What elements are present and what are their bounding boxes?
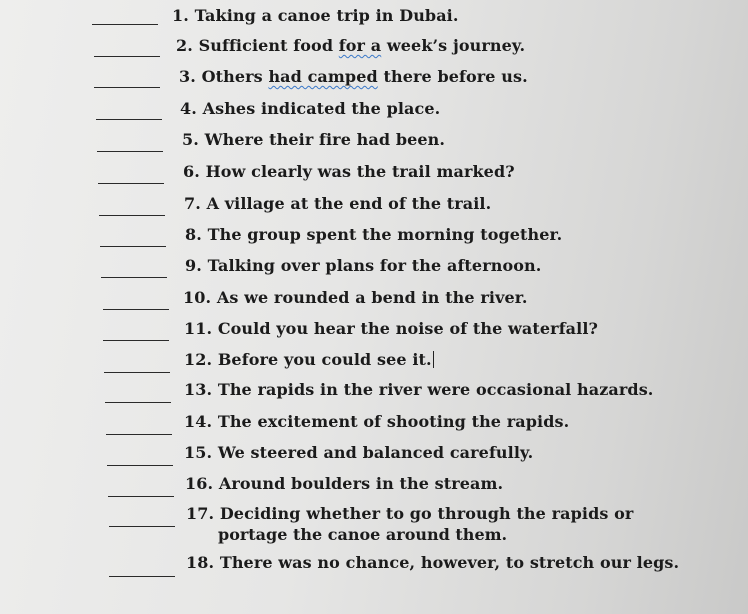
item-number: 9. [185, 256, 202, 275]
answer-blank[interactable] [104, 372, 170, 373]
list-item [0, 288, 748, 318]
item-number: 12. [184, 350, 213, 369]
list-item [0, 350, 748, 380]
answer-blank[interactable] [109, 526, 175, 527]
item-sentence [182, 130, 445, 149]
answer-blank[interactable] [100, 246, 166, 247]
item-number: 16. [185, 474, 214, 493]
answer-blank[interactable] [101, 277, 167, 278]
answer-blank[interactable] [94, 87, 160, 88]
item-number: 14. [184, 412, 213, 431]
list-item [0, 36, 748, 66]
item-text: We steered and balanced carefully. [217, 443, 534, 462]
grammar-squiggle[interactable]: for a [338, 36, 382, 55]
answer-blank[interactable] [97, 151, 163, 152]
item-sentence [184, 350, 434, 369]
answer-blank[interactable] [103, 309, 169, 310]
item-sentence [184, 194, 491, 213]
item-text: How clearly was the trail marked? [205, 162, 515, 181]
list-item [0, 553, 748, 583]
answer-blank[interactable] [96, 119, 162, 120]
item-text-before: Sufficient food [198, 36, 339, 55]
item-sentence [179, 67, 528, 86]
item-text: Around boulders in the stream. [218, 474, 504, 493]
item-text: Taking a canoe trip in Dubai. [194, 6, 459, 25]
list-item [0, 99, 748, 129]
item-sentence [185, 474, 503, 493]
item-number: 3. [179, 67, 196, 86]
list-item [0, 225, 748, 255]
item-sentence [180, 99, 440, 118]
item-sentence [183, 162, 515, 181]
item-sentence [172, 6, 459, 25]
list-item [0, 474, 748, 504]
list-item [0, 194, 748, 224]
item-number: 2. [176, 36, 193, 55]
list-item [0, 443, 748, 473]
answer-blank[interactable] [108, 496, 174, 497]
item-text: Deciding whether to go through the rapids or [219, 504, 634, 523]
item-sentence [186, 504, 633, 523]
item-sentence [184, 319, 598, 338]
item-number: 15. [184, 443, 213, 462]
answer-blank[interactable] [99, 215, 165, 216]
list-item [0, 6, 748, 36]
answer-blank[interactable] [103, 340, 169, 341]
list-item [0, 67, 748, 97]
list-item [0, 380, 748, 410]
item-text: Before you could see it. [217, 350, 432, 369]
item-sentence [184, 380, 653, 399]
item-number: 4. [180, 99, 197, 118]
item-text: As we rounded a bend in the river. [216, 288, 528, 307]
item-sentence [185, 225, 562, 244]
answer-blank[interactable] [107, 465, 173, 466]
item-text: The rapids in the river were occasional hazards. [217, 380, 654, 399]
item-text-after: week’s journey. [381, 36, 526, 55]
grammar-squiggle[interactable]: had camped [268, 67, 378, 86]
item-text-continuation: portage the canoe around them. [218, 525, 508, 544]
item-sentence [183, 288, 528, 307]
item-text-before: Others [201, 67, 269, 86]
item-number: 18. [186, 553, 215, 572]
answer-blank[interactable] [92, 24, 158, 25]
item-number: 13. [184, 380, 213, 399]
item-number: 11. [184, 319, 213, 338]
list-item [0, 504, 748, 544]
item-text: Where their fire had been. [204, 130, 446, 149]
item-text-after: there before us. [377, 67, 528, 86]
item-sentence [184, 443, 533, 462]
answer-blank[interactable] [94, 56, 160, 57]
answer-blank[interactable] [109, 576, 175, 577]
item-text: The group spent the morning together. [207, 225, 563, 244]
list-item [0, 256, 748, 286]
list-item [0, 412, 748, 442]
item-sentence [184, 412, 569, 431]
item-sentence [186, 553, 679, 572]
item-number: 10. [183, 288, 212, 307]
item-text: There was no chance, however, to stretch our legs. [219, 553, 680, 572]
answer-blank[interactable] [105, 402, 171, 403]
item-text: Ashes indicated the place. [202, 99, 441, 118]
answer-blank[interactable] [98, 183, 164, 184]
item-text: Could you hear the noise of the waterfall? [217, 319, 598, 338]
answer-blank[interactable] [106, 434, 172, 435]
item-number: 6. [183, 162, 200, 181]
list-item [0, 319, 748, 349]
item-number: 7. [184, 194, 201, 213]
item-number: 1. [172, 6, 189, 25]
list-item [0, 130, 748, 160]
text-cursor [433, 351, 435, 368]
item-number: 5. [182, 130, 199, 149]
item-text: A village at the end of the trail. [206, 194, 492, 213]
item-text: Talking over plans for the afternoon. [207, 256, 542, 275]
item-sentence [185, 256, 541, 275]
item-number: 8. [185, 225, 202, 244]
list-item [0, 162, 748, 192]
item-text: The excitement of shooting the rapids. [217, 412, 570, 431]
item-number: 17. [186, 504, 215, 523]
item-sentence [176, 36, 525, 55]
